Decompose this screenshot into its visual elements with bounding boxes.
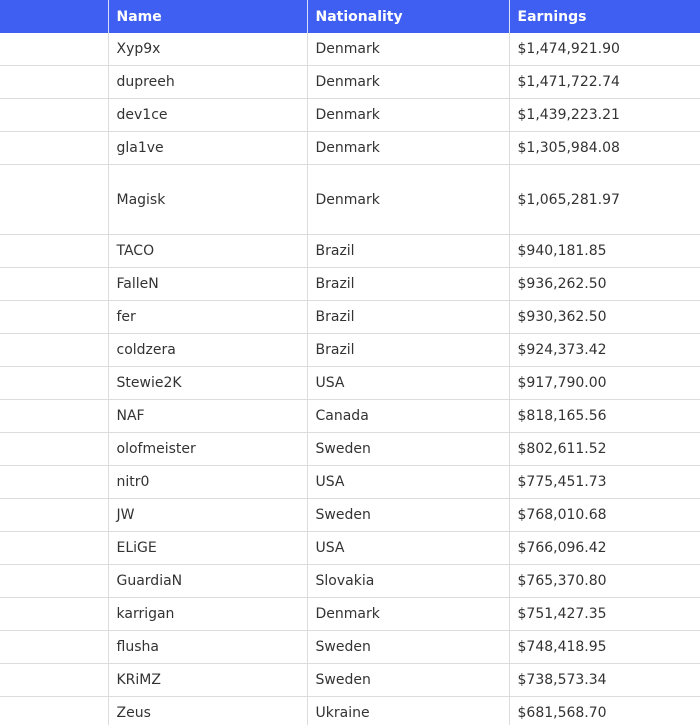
nationality-cell: Brazil [307, 301, 509, 334]
partial-cell [0, 466, 108, 499]
nationality-cell: USA [307, 532, 509, 565]
partial-cell [0, 235, 108, 268]
table-row [0, 268, 700, 301]
name-cell: Stewie2K [108, 367, 307, 400]
earnings-cell: $751,427.35 [509, 598, 700, 631]
earnings-cell: $940,181.85 [509, 235, 700, 268]
partial-cell [0, 334, 108, 367]
nationality-cell: Denmark [307, 132, 509, 165]
table-row [0, 99, 700, 132]
earnings-cell: $748,418.95 [509, 631, 700, 664]
column-header-name[interactable]: Name [108, 1, 307, 34]
name-cell: NAF [108, 400, 307, 433]
column-header-nationality[interactable]: Nationality [307, 1, 509, 34]
partial-cell [0, 99, 108, 132]
table-body [0, 33, 700, 725]
table-row [0, 565, 700, 598]
table-row [0, 466, 700, 499]
table-row [0, 499, 700, 532]
name-cell: karrigan [108, 598, 307, 631]
table-row [0, 235, 700, 268]
partial-cell [0, 697, 108, 725]
table-row [0, 33, 700, 66]
earnings-cell: $1,305,984.08 [509, 132, 700, 165]
earnings-cell: $766,096.42 [509, 532, 700, 565]
partial-cell [0, 499, 108, 532]
header-row [0, 1, 700, 34]
earnings-cell: $1,471,722.74 [509, 66, 700, 99]
partial-cell [0, 132, 108, 165]
table-row [0, 66, 700, 99]
earnings-cell: $1,065,281.97 [509, 165, 700, 235]
table-row [0, 367, 700, 400]
nationality-cell: Brazil [307, 235, 509, 268]
nationality-cell: Ukraine [307, 697, 509, 725]
nationality-cell: Brazil [307, 334, 509, 367]
nationality-cell: Sweden [307, 631, 509, 664]
earnings-cell: $917,790.00 [509, 367, 700, 400]
name-cell: Zeus [108, 697, 307, 725]
table-row [0, 598, 700, 631]
earnings-cell: $768,010.68 [509, 499, 700, 532]
nationality-cell: Denmark [307, 99, 509, 132]
earnings-cell: $930,362.50 [509, 301, 700, 334]
partial-cell [0, 400, 108, 433]
partial-cell [0, 367, 108, 400]
table-row [0, 697, 700, 725]
nationality-cell: Sweden [307, 499, 509, 532]
table-row [0, 165, 700, 235]
partial-cell [0, 433, 108, 466]
earnings-cell: $818,165.56 [509, 400, 700, 433]
earnings-cell: $738,573.34 [509, 664, 700, 697]
partial-cell [0, 565, 108, 598]
nationality-cell: Canada [307, 400, 509, 433]
name-cell: ELiGE [108, 532, 307, 565]
table-row [0, 400, 700, 433]
nationality-cell: USA [307, 466, 509, 499]
partial-cell [0, 165, 108, 235]
nationality-cell: Denmark [307, 165, 509, 235]
earnings-cell: $1,439,223.21 [509, 99, 700, 132]
nationality-cell: Sweden [307, 433, 509, 466]
nationality-cell: Denmark [307, 66, 509, 99]
nationality-cell: USA [307, 367, 509, 400]
partial-cell [0, 66, 108, 99]
nationality-cell: Sweden [307, 664, 509, 697]
name-cell: KRiMZ [108, 664, 307, 697]
partial-cell [0, 268, 108, 301]
partial-cell [0, 33, 108, 66]
table-row [0, 334, 700, 367]
name-cell: FalleN [108, 268, 307, 301]
earnings-cell: $936,262.50 [509, 268, 700, 301]
partial-cell [0, 598, 108, 631]
nationality-cell: Slovakia [307, 565, 509, 598]
table-header [0, 1, 700, 34]
name-cell: dev1ce [108, 99, 307, 132]
table-row [0, 132, 700, 165]
earnings-cell: $802,611.52 [509, 433, 700, 466]
name-cell: Xyp9x [108, 33, 307, 66]
earnings-cell: $765,370.80 [509, 565, 700, 598]
name-cell: coldzera [108, 334, 307, 367]
partial-cell [0, 631, 108, 664]
name-cell: olofmeister [108, 433, 307, 466]
table-row [0, 664, 700, 697]
table-row [0, 631, 700, 664]
nationality-cell: Denmark [307, 598, 509, 631]
earnings-cell: $681,568.70 [509, 697, 700, 725]
partial-cell [0, 301, 108, 334]
name-cell: GuardiaN [108, 565, 307, 598]
name-cell: dupreeh [108, 66, 307, 99]
nationality-cell: Denmark [307, 33, 509, 66]
earnings-cell: $924,373.42 [509, 334, 700, 367]
table-row [0, 301, 700, 334]
name-cell: TACO [108, 235, 307, 268]
name-cell: fer [108, 301, 307, 334]
earnings-cell: $775,451.73 [509, 466, 700, 499]
partial-cell [0, 664, 108, 697]
name-cell: gla1ve [108, 132, 307, 165]
table-row [0, 532, 700, 565]
name-cell: flusha [108, 631, 307, 664]
partial-cell [0, 532, 108, 565]
name-cell: Magisk [108, 165, 307, 235]
nationality-cell: Brazil [307, 268, 509, 301]
name-cell: JW [108, 499, 307, 532]
name-cell: nitr0 [108, 466, 307, 499]
column-header-earnings[interactable]: Earnings [509, 1, 700, 34]
earnings-cell: $1,474,921.90 [509, 33, 700, 66]
column-header-partial[interactable] [0, 1, 108, 34]
table-row [0, 433, 700, 466]
